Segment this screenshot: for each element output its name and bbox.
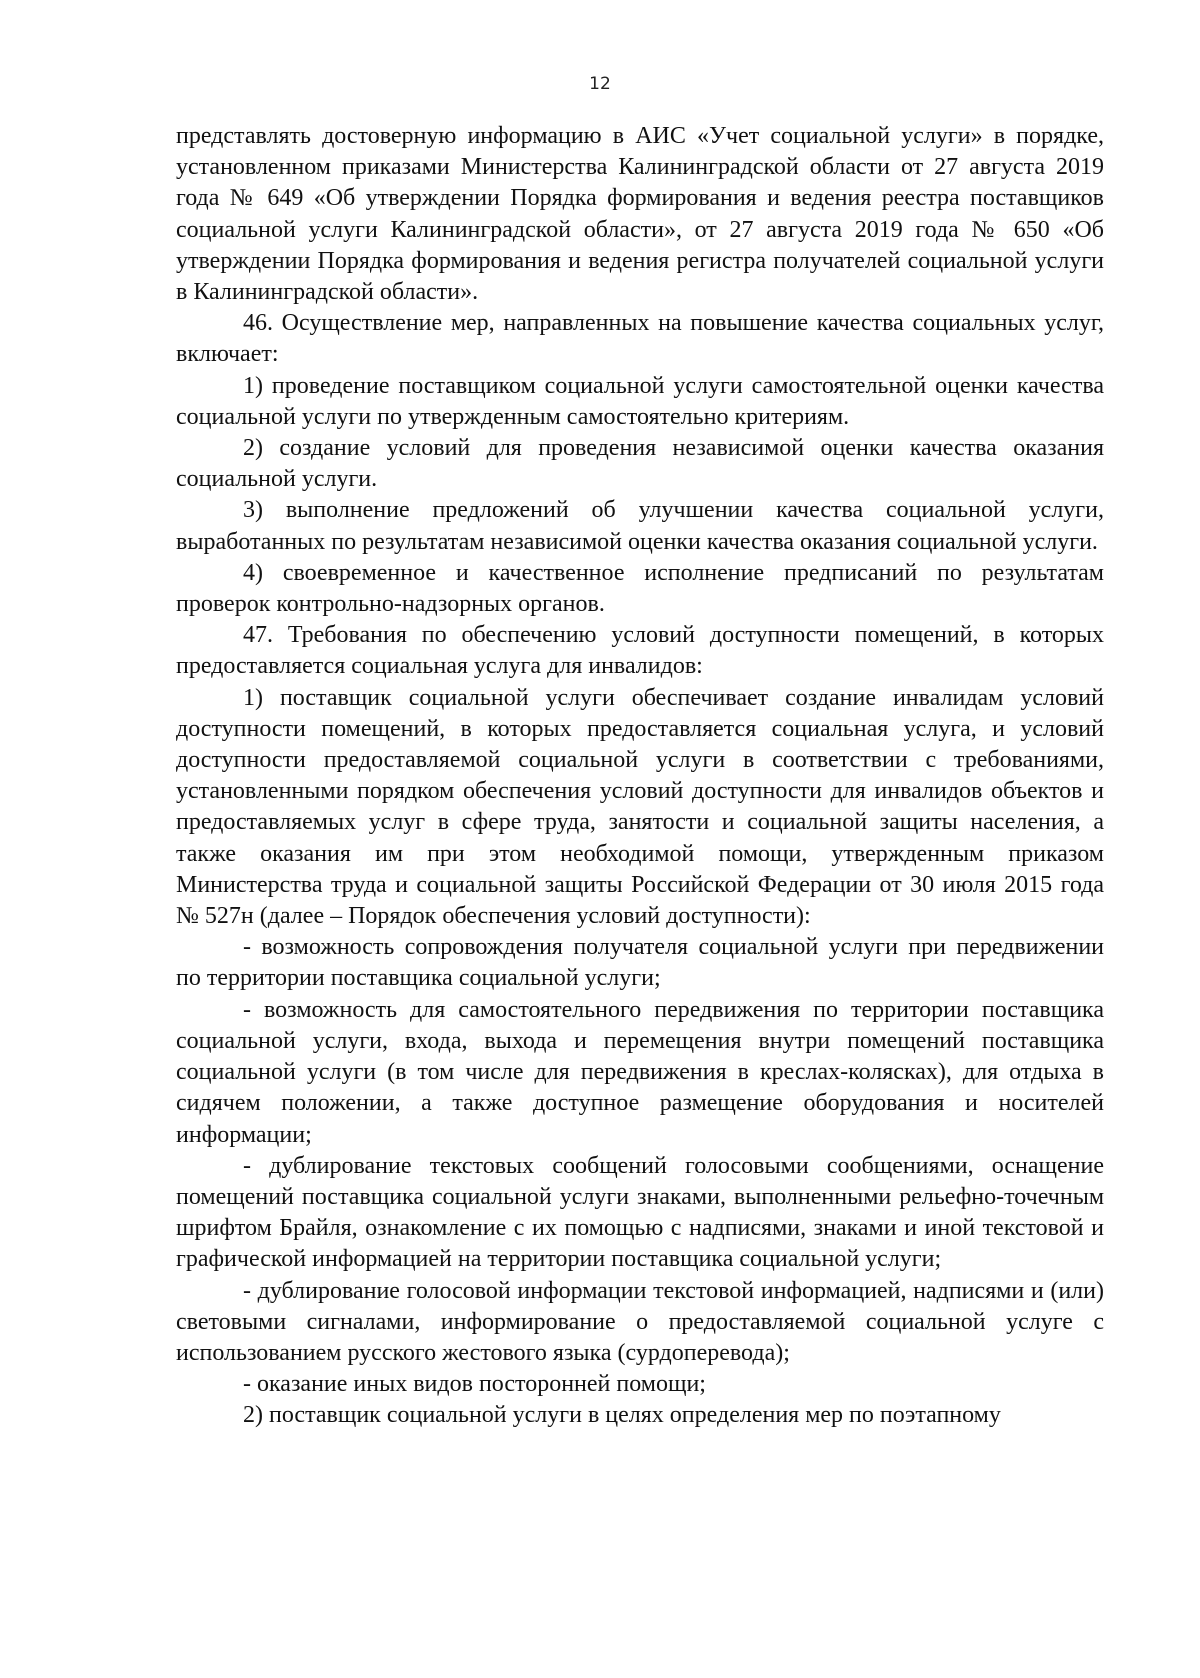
paragraph-47-1: 1) поставщик социальной услуги обеспечивает создание инвалидам условий доступности помещений, в которых предоставляется социальная услуга, и условий доступности предоставляемой социальной услуги в соответствии с требованиями, установленными порядком обеспечения условий доступности для инвалидов объектов и предоставляемых услуг в сфере труда, занятости и социальной защиты населения, а также оказания им при этом необходимой помощи, утвержденным приказом Министерства труда и социальной защиты Российской Федерации от 30 июля 2015 года № 527н (далее – Порядок обеспечения условий доступности): — [176, 684, 1104, 930]
paragraph-46-2: 2) создание условий для проведения независимой оценки качества оказания социальной услуги. — [176, 435, 1104, 493]
document-body — [176, 121, 1104, 1432]
paragraph-item-47: 47. Требования по обеспечению условий доступности помещений, в которых предоставляется социальная услуга для инвалидов: — [176, 622, 1104, 680]
paragraph-47-2: 2) поставщик социальной услуги в целях определения мер по поэтапному — [243, 1402, 1001, 1429]
bullet-sign-language: - дублирование голосовой информации текстовой информацией, надписями и (или) световыми сигналами, информирование о предоставляемой социальной услуге с использованием русского жестового языка (сурдоперевода); — [176, 1277, 1104, 1366]
bullet-braille: - дублирование текстовых сообщений голосовыми сообщениями, оснащение помещений поставщика социальной услуги знаками, выполненными рельефно-точечным шрифтом Брайля, ознакомление с их помощью с надписями, знаками и иной текстовой и графической информацией на территории поставщика социальной услуги; — [176, 1152, 1104, 1273]
paragraph-46-3: 3) выполнение предложений об улучшении качества социальной услуги, выработанных по результатам независимой оценки качества оказания социальной услуги. — [176, 497, 1104, 555]
paragraph-item-46: 46. Осуществление мер, направленных на повышение качества социальных услуг, включает: — [176, 310, 1104, 368]
bullet-escort: - возможность сопровождения получателя социальной услуги при передвижении по территории поставщика социальной услуги; — [176, 934, 1104, 992]
paragraph-continuation: представлять достоверную информацию в АИС «Учет социальной услуги» в порядке, установленном приказами Министерства Калининградской области от 27 августа 2019 года № 649 «Об утверждении Порядка формирования и ведения реестра поставщиков социальной услуги Калининградской области», от 27 августа 2019 года № 650 «Об утверждении Порядка формирования и ведения регистра получателей социальной услуги в Калининградской области». — [176, 123, 1104, 306]
bullet-other-help: - оказание иных видов посторонней помощи; — [243, 1371, 706, 1398]
bullet-self-movement: - возможность для самостоятельного передвижения по территории поставщика социальной услуги, входа, выхода и перемещения внутри помещений поставщика социальной услуги (в том числе для передвижения в креслах-колясках), для отдыха в сидячем положении, а также доступное размещение оборудования и носителей информации; — [176, 996, 1104, 1148]
page-number: 12 — [589, 74, 611, 94]
paragraph-46-1: 1) проведение поставщиком социальной услуги самостоятельной оценки качества социальной услуги по утвержденным самостоятельно критериям. — [176, 372, 1104, 430]
paragraph-46-4: 4) своевременное и качественное исполнение предписаний по результатам проверок контрольно-надзорных органов. — [176, 559, 1104, 618]
